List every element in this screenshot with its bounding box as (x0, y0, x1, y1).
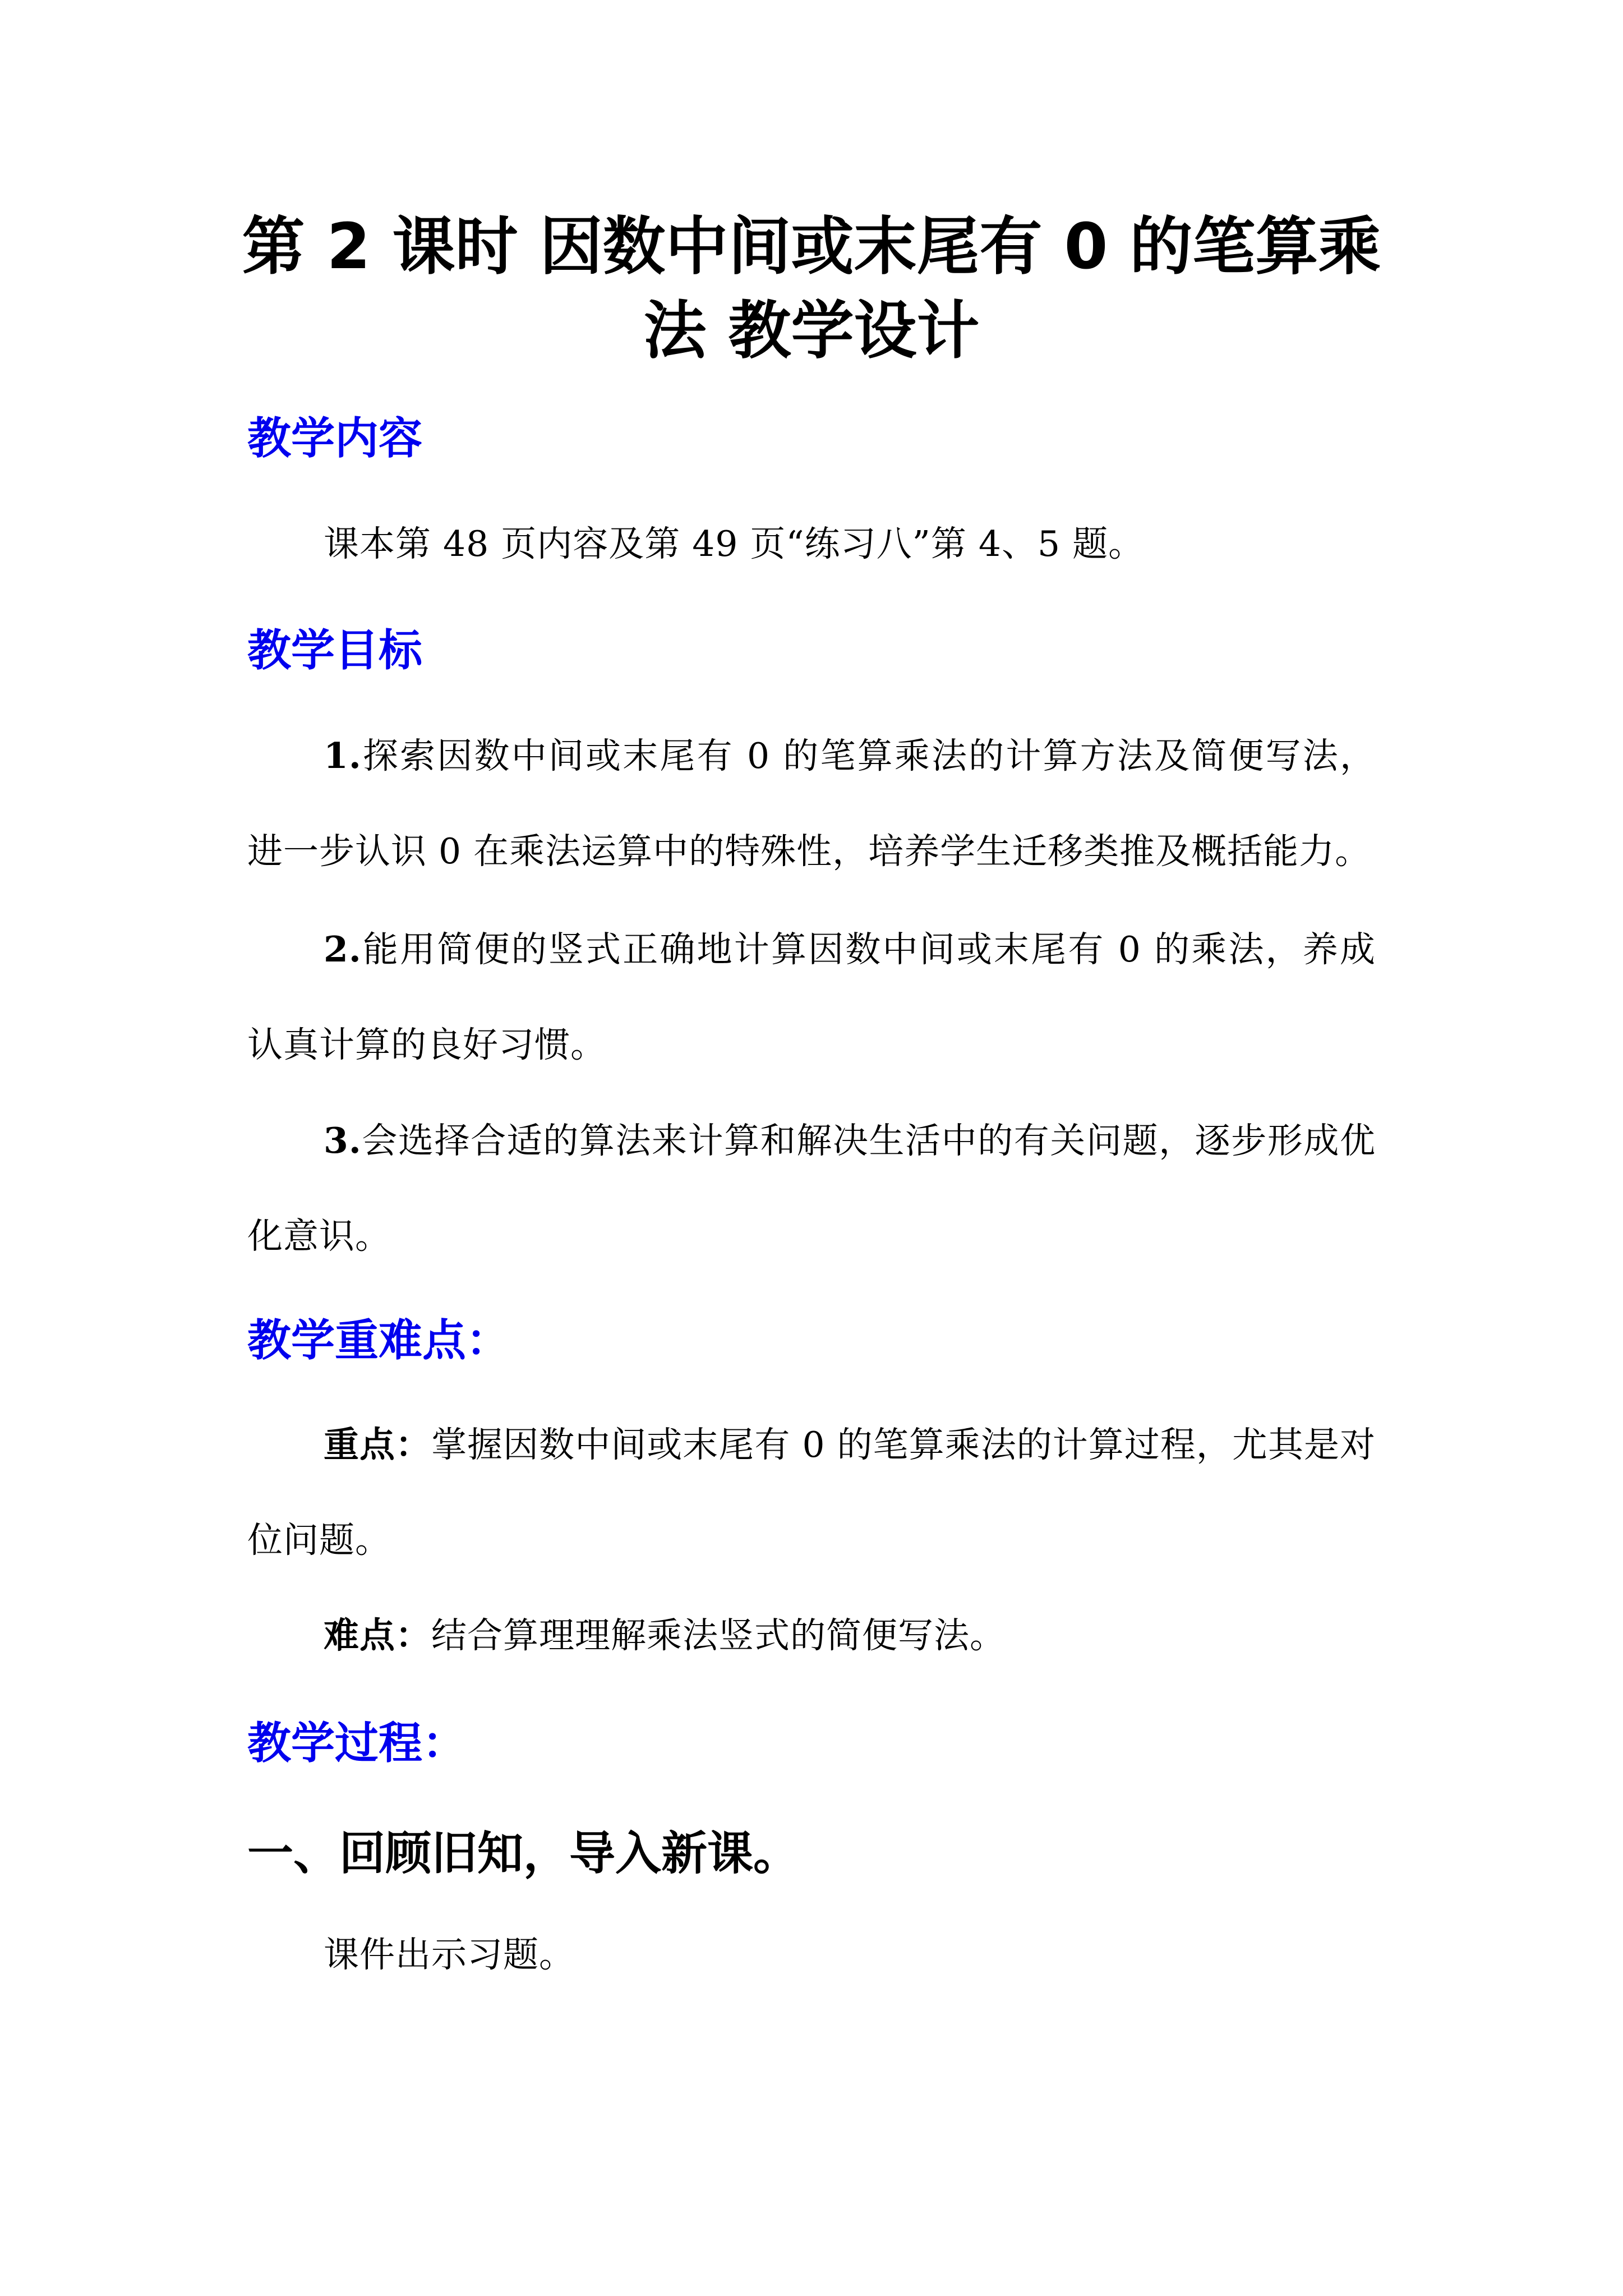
goal-text: 会选择合适的算法来计算和解决生活中的有关问题，逐步形成优化意识。 (247, 1120, 1376, 1257)
difficult-point-text: 结合算理理解乘法竖式的简便写法。 (431, 1615, 1006, 1656)
document-title-line-2: 法 教学设计 (643, 295, 980, 367)
goal-number: 2. (324, 928, 362, 970)
heading-teaching-process: 教学过程： (247, 1718, 467, 1769)
heading-key-difficult-points: 教学重难点： (247, 1315, 510, 1366)
teaching-content-text: 课本第 48 页内容及第 49 页“练习八”第 4、5 题。 (324, 523, 1145, 564)
goal-item-2 (247, 901, 1376, 1093)
difficult-point-label: 难点： (324, 1614, 431, 1656)
heading-teaching-content: 教学内容 (247, 413, 423, 464)
goal-text: 探索因数中间或末尾有 0 的笔算乘法的计算方法及简便写法，进一步认识 0 在乘法运算中的特殊性，培养学生迁移类推及概括能力。 (247, 735, 1376, 872)
difficult-point-paragraph (247, 1588, 1376, 1683)
goal-number: 1. (324, 735, 362, 776)
process-step-1-text: 课件出示习题。 (324, 1934, 575, 1975)
heading-teaching-goals: 教学目标 (247, 625, 423, 676)
goal-number: 3. (324, 1120, 362, 1161)
goal-item-1 (247, 708, 1376, 899)
goal-item-3 (247, 1093, 1376, 1284)
document-title-line-1: 第 2 课时 因数中间或末尾有 0 的笔算乘 (242, 210, 1381, 283)
key-point-paragraph (247, 1397, 1376, 1588)
key-point-label: 重点： (324, 1424, 432, 1465)
goal-text: 能用简便的竖式正确地计算因数中间或末尾有 0 的乘法，养成认真计算的良好习惯。 (247, 929, 1376, 1065)
process-step-1-heading: 一、回顾旧知，导入新课。 (247, 1827, 800, 1880)
key-point-text: 掌握因数中间或末尾有 0 的笔算乘法的计算过程，尤其是对位问题。 (247, 1424, 1376, 1561)
